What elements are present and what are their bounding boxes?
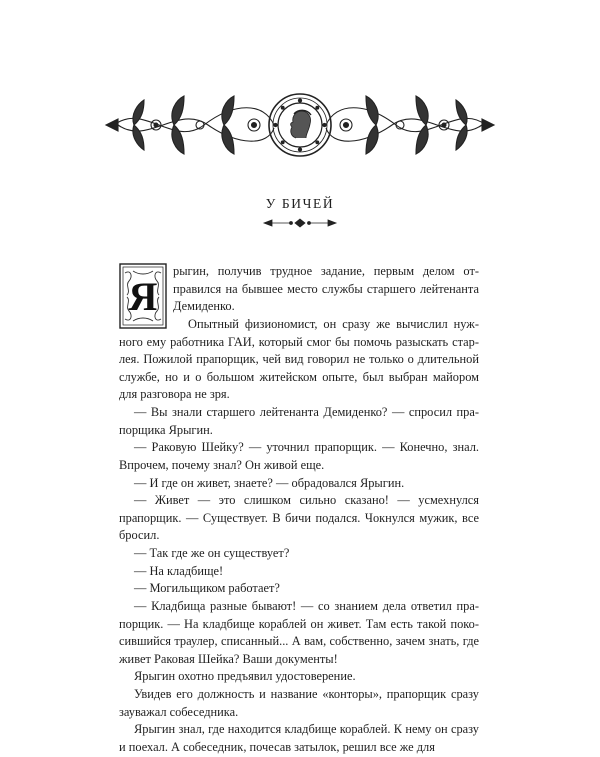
paragraph: — Так где же он существует? [134,546,290,560]
paragraph: Ярыгин охотно предъявил удостоверение. [134,669,356,684]
paragraph: — Вы знали старшего лейтенанта Демиденко? — спросил прапорщика Ярыгин. [119,405,479,437]
paragraph: Ярыгин знал, где находится кладбище кораблей. К нему он сразу и поехал. А собеседник, почесав затылок, решил все же для [119,722,479,754]
paragraph: — Могильщиком работает? [134,581,280,596]
drop-cap-initial [119,263,167,329]
paragraph: рыгин, получив трудное задание, первым делом отправился на бывшее место службы старшего лейтенанта Демиденко. [173,264,479,314]
paragraph: Опытный физиономист, он сразу же вычислил нужного ему работника ГАИ, который смог бы помочь разыскать старлея. Пожилой прапорщик, чей вид говорил не только о длительной службе, но и о большом житейском опыте, был выбран майором для разговора не зря. [119,316,479,402]
ornamental-header-band [104,92,496,158]
title-divider-ornament [262,218,338,228]
chapter-title: У БИЧЕЙ [265,196,335,211]
chapter-body [119,263,479,757]
drop-cap-letter: Я [128,274,158,319]
paragraph: — Раковую Шейку? — уточнил прапорщик. — Конечно, знал. Впрочем, почему знал? Он живой еще. [119,440,479,472]
paragraph: Увидев его должность и название «конторы», прапорщик сразу зауважал собеседника. [119,687,479,719]
paragraph: — На кладбище! [134,563,224,578]
paragraph: — Кладбища разные бывают! — со знанием дела ответил прапорщик. — На кладбище кораблей он живет. Там есть такой покосившийся траулер, списанный... А вам, собственно, зачем знать, где живет Раковая Шейка? Ваши документы! [119,598,479,666]
paragraph: — Живет — это слишком сильно сказано! — усмехнулся прапорщик. — Существует. В бичи подался. Чокнулся мужик, все бросил. [119,493,479,543]
paragraph: — И где он живет, знаете? — обрадовался Ярыгин. [134,475,405,490]
